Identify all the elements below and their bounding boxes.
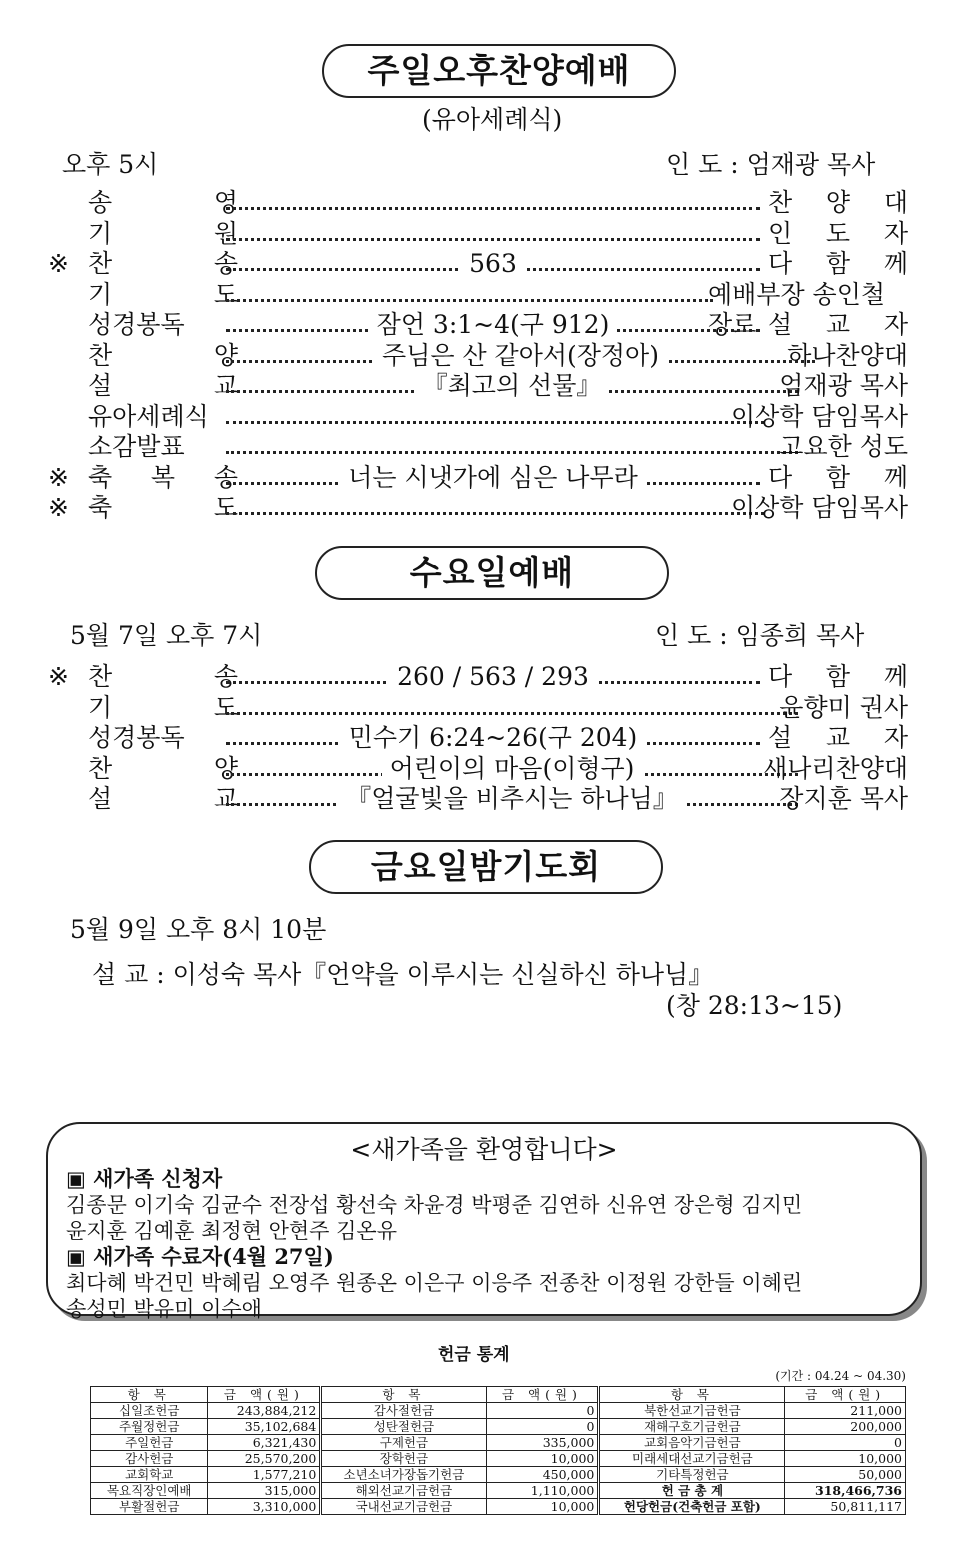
header-amount: 금 액(원) <box>486 1387 599 1403</box>
table-row <box>91 1451 906 1467</box>
dot-leader <box>226 188 760 218</box>
program-row <box>48 784 908 814</box>
program-detail: 『최고의 선물』 <box>415 371 610 400</box>
program-item-char: 도 <box>213 279 238 309</box>
dot-leader <box>226 219 760 249</box>
offering-item: 주월정헌금 <box>91 1419 208 1435</box>
program-person-char: 교 <box>825 723 851 752</box>
standing-mark: ※ <box>48 249 69 278</box>
program-item-char: 송 <box>213 662 238 691</box>
program-item-char: 기 <box>88 279 113 309</box>
program-person <box>768 662 908 692</box>
offering-amount: 50,811,117 <box>785 1499 906 1515</box>
standing-mark: ※ <box>48 462 69 492</box>
program-person-text: 하나찬양대 <box>787 340 908 370</box>
program-person-char: 다 <box>768 662 793 691</box>
program-person <box>768 723 908 753</box>
program-row <box>48 754 908 784</box>
program-row <box>48 493 908 523</box>
program-item <box>88 493 238 523</box>
program-item-text: 성경봉독 <box>88 723 185 752</box>
program-item <box>88 188 238 218</box>
program-person-char: 도 <box>825 218 851 248</box>
program-detail: 주님은 산 같아서(장정아) <box>374 341 667 370</box>
program-person <box>708 693 908 723</box>
program-item-char: 설 <box>88 371 113 400</box>
program-item-char: 송 <box>213 462 238 492</box>
dot-leader <box>226 249 760 279</box>
program-person-char: 자 <box>883 310 908 339</box>
program-person-text: 엄재광 목사 <box>779 371 908 400</box>
program-row <box>48 463 908 493</box>
program-detail: 잠언 3:1~4(구 912) <box>369 310 618 339</box>
table-row <box>91 1419 906 1435</box>
program-row <box>48 693 908 723</box>
offering-item: 목요직장인예배 <box>91 1483 208 1499</box>
offering-item: 북한선교기금헌금 <box>599 1403 785 1419</box>
wednesday-leader: 인 도 : 임종희 목사 <box>655 621 865 650</box>
program-item-char: 교 <box>213 784 238 813</box>
offering-item: 미래세대선교기금헌금 <box>599 1451 785 1467</box>
program-person-char: 찬 <box>768 188 793 217</box>
program-item <box>88 463 238 493</box>
standing-mark: ※ <box>48 493 69 522</box>
offering-amount: 318,466,736 <box>785 1483 906 1499</box>
program-row <box>48 432 908 462</box>
program-item-text: 유아세례식 <box>88 401 209 431</box>
program-item-char: 찬 <box>88 340 113 370</box>
dot-leader <box>226 463 760 493</box>
program-item-char: 복 <box>150 462 176 492</box>
program-person <box>708 432 908 462</box>
program-person <box>708 341 908 371</box>
offering-item: 재해구호기금헌금 <box>599 1419 785 1435</box>
program-item-char: 설 <box>88 784 113 813</box>
welcome-title: <새가족을 환영합니다> <box>350 1135 618 1164</box>
program-person-char: 자 <box>883 723 908 752</box>
applicants-heading: ▣ 새가족 신청자 <box>66 1166 223 1191</box>
offering-item: 감사절헌금 <box>321 1403 486 1419</box>
program-item <box>88 723 238 753</box>
offering-item: 소년소녀가장돕기헌금 <box>321 1467 486 1483</box>
offering-item: 부활절헌금 <box>91 1499 208 1515</box>
offering-amount: 3,310,000 <box>208 1499 321 1515</box>
program-item <box>88 310 238 340</box>
applicants-line: 김종문 이기숙 김균수 전장섭 황선숙 차윤경 박평준 김연하 신유연 장은형 김지민 <box>66 1193 803 1217</box>
offering-amount: 0 <box>486 1419 599 1435</box>
program-person-char: 대 <box>883 188 908 217</box>
offering-amount: 10,000 <box>785 1451 906 1467</box>
program-item <box>88 219 238 249</box>
program-item <box>88 693 238 723</box>
program-item-char: 찬 <box>88 249 113 278</box>
program-item-char: 도 <box>213 692 238 722</box>
wednesday-time: 5월 7일 오후 7시 <box>70 621 263 650</box>
dot-leader <box>226 280 713 310</box>
offering-period: (기간 : 04.24 ~ 04.30) <box>775 1369 906 1383</box>
program-row <box>48 341 908 371</box>
program-row <box>48 188 908 218</box>
program-person-char: 양 <box>825 188 851 217</box>
offering-amount: 200,000 <box>785 1419 906 1435</box>
program-person <box>768 310 908 340</box>
program-person-char: 설 <box>768 723 793 752</box>
program-item <box>88 784 238 814</box>
table-row <box>91 1499 906 1515</box>
program-person <box>768 463 908 493</box>
offering-amount: 10,000 <box>486 1499 599 1515</box>
dot-leader <box>226 493 764 523</box>
offering-amount: 1,577,210 <box>208 1467 321 1483</box>
offering-amount: 25,570,200 <box>208 1451 321 1467</box>
sunday-title: 주일오후찬양예배 <box>322 44 676 98</box>
friday-sermon: 설 교 : 이성숙 목사『언약을 이루시는 신실하신 하나님』 <box>92 960 714 989</box>
welcome-box <box>46 1122 922 1321</box>
sunday-leader: 인 도 : 엄재광 목사 <box>666 150 876 179</box>
offering-amount: 211,000 <box>785 1403 906 1419</box>
program-person-text: 윤향미 권사 <box>779 692 908 722</box>
header-item: 항 목 <box>599 1387 785 1403</box>
program-item-char: 양 <box>213 340 238 370</box>
offering-item: 감사헌금 <box>91 1451 208 1467</box>
program-item <box>88 402 238 432</box>
friday-ref: (창 28:13~15) <box>666 991 843 1020</box>
program-person <box>708 493 908 523</box>
offering-item: 성탄절헌금 <box>321 1419 486 1435</box>
program-row <box>48 219 908 249</box>
program-row <box>48 249 908 279</box>
program-person-char: 설 <box>768 310 793 339</box>
offering-amount: 315,000 <box>208 1483 321 1499</box>
dot-leader <box>226 723 760 753</box>
program-person-text: 이상학 담임목사 <box>731 493 908 522</box>
program-person-text: 새나리찬양대 <box>763 753 908 783</box>
header-item: 항 목 <box>321 1387 486 1403</box>
program-item-char: 기 <box>88 692 113 722</box>
wednesday-title: 수요일예배 <box>315 546 669 600</box>
program-item-text: 소감발표 <box>88 432 185 461</box>
offering-amount: 50,000 <box>785 1467 906 1483</box>
sunday-subtitle: (유아세례식) <box>422 105 563 134</box>
offering-item: 헌 금 총 계 <box>599 1483 785 1499</box>
program-person-text: 예배부장 송인철 장로 <box>708 279 885 339</box>
offering-amount: 335,000 <box>486 1435 599 1451</box>
program-person <box>708 402 908 432</box>
program-person-char: 다 <box>768 249 793 278</box>
program-item <box>88 432 238 462</box>
offering-item: 주일헌금 <box>91 1435 208 1451</box>
offering-item: 국내선교기금헌금 <box>321 1499 486 1515</box>
table-row <box>91 1483 906 1499</box>
offering-item: 해외선교기금헌금 <box>321 1483 486 1499</box>
graduates-line: 최다혜 박건민 박혜림 오영주 원종온 이은구 이응주 전종찬 이정원 강한들 이혜린 <box>66 1271 803 1295</box>
friday-title: 금요일밤기도회 <box>309 840 663 894</box>
program-item-char: 축 <box>88 493 113 522</box>
program-detail: 너는 시냇가에 심은 나무라 <box>340 463 646 492</box>
program-person-char: 교 <box>825 310 851 339</box>
graduates-line: 송성민 박유미 이수애 <box>66 1297 262 1321</box>
program-item-char: 기 <box>88 218 113 248</box>
offering-item: 헌당헌금(건축헌금 포함) <box>599 1499 785 1515</box>
program-item-char: 찬 <box>88 753 113 783</box>
program-person-char: 인 <box>768 218 793 248</box>
program-person-text: 고요한 성도 <box>779 432 908 461</box>
offering-title: 헌금 통계 <box>438 1345 510 1365</box>
program-person-char: 께 <box>883 249 908 278</box>
program-person-text: 이상학 담임목사 <box>731 401 908 431</box>
program-item-char: 교 <box>213 371 238 400</box>
program-detail: 『얼굴빛을 비추시는 하나님』 <box>338 784 686 813</box>
program-item-char: 도 <box>213 493 238 522</box>
program-person-char: 께 <box>883 462 908 492</box>
program-item-char: 찬 <box>88 662 113 691</box>
program-item <box>88 754 238 784</box>
offering-amount: 243,884,212 <box>208 1403 321 1419</box>
program-person-char: 함 <box>825 662 851 691</box>
program-person <box>768 188 908 218</box>
program-item-char: 양 <box>213 753 238 783</box>
program-row <box>48 371 908 401</box>
program-item-char: 송 <box>213 249 238 278</box>
table-row <box>91 1435 906 1451</box>
offering-item: 장학헌금 <box>321 1451 486 1467</box>
offering-amount: 35,102,684 <box>208 1419 321 1435</box>
table-row <box>91 1467 906 1483</box>
program-item-char: 영 <box>213 188 238 217</box>
dot-leader <box>226 402 764 432</box>
offering-amount: 450,000 <box>486 1467 599 1483</box>
program-row <box>48 402 908 432</box>
program-person-char: 자 <box>883 218 908 248</box>
program-item-char: 송 <box>88 188 113 217</box>
program-person-char: 께 <box>883 662 908 691</box>
offering-amount: 10,000 <box>486 1451 599 1467</box>
table-header-row <box>91 1387 906 1403</box>
friday-time: 5월 9일 오후 8시 10분 <box>70 915 327 944</box>
program-person <box>708 784 908 814</box>
header-item: 항 목 <box>91 1387 208 1403</box>
program-person-char: 다 <box>768 462 793 492</box>
applicants-line: 윤지훈 김예훈 최정현 안현주 김온유 <box>66 1219 397 1243</box>
program-item-char: 축 <box>88 462 113 492</box>
offering-item: 교회음악기금헌금 <box>599 1435 785 1451</box>
program-person <box>768 249 908 279</box>
offering-item: 교회학교 <box>91 1467 208 1483</box>
offering-amount: 6,321,430 <box>208 1435 321 1451</box>
offering-item: 십일조헌금 <box>91 1403 208 1419</box>
program-detail: 260 / 563 / 293 <box>389 662 597 691</box>
program-person-char: 함 <box>825 249 851 278</box>
dot-leader <box>226 662 760 692</box>
graduates-heading: ▣ 새가족 수료자(4월 27일) <box>66 1244 334 1269</box>
program-item-char: 원 <box>213 218 238 248</box>
offering-item: 구제헌금 <box>321 1435 486 1451</box>
program-item <box>88 662 238 692</box>
program-person <box>708 371 908 401</box>
offering-table <box>90 1386 906 1515</box>
table-row <box>91 1403 906 1419</box>
program-item <box>88 341 238 371</box>
program-item <box>88 249 238 279</box>
program-detail: 563 <box>461 249 525 278</box>
program-person <box>708 754 908 784</box>
offering-amount: 0 <box>785 1435 906 1451</box>
standing-mark: ※ <box>48 662 69 691</box>
offering-item: 기타특정헌금 <box>599 1467 785 1483</box>
program-person-char: 함 <box>825 462 851 492</box>
program-detail: 민수기 6:24~26(구 204) <box>341 723 646 752</box>
program-item <box>88 280 238 310</box>
program-detail: 어린이의 마음(이형구) <box>382 754 643 783</box>
sunday-time: 오후 5시 <box>62 150 159 179</box>
dot-leader <box>226 310 760 340</box>
offering-amount: 1,110,000 <box>486 1483 599 1499</box>
header-amount: 금 액(원) <box>208 1387 321 1403</box>
program-row <box>48 662 908 692</box>
program-row <box>48 310 908 340</box>
offering-amount: 0 <box>486 1403 599 1419</box>
program-row <box>48 723 908 753</box>
program-item-text: 성경봉독 <box>88 310 185 339</box>
header-amount: 금 액(원) <box>785 1387 906 1403</box>
program-person <box>768 219 908 249</box>
program-item <box>88 371 238 401</box>
program-person-text: 장지훈 목사 <box>779 784 908 813</box>
